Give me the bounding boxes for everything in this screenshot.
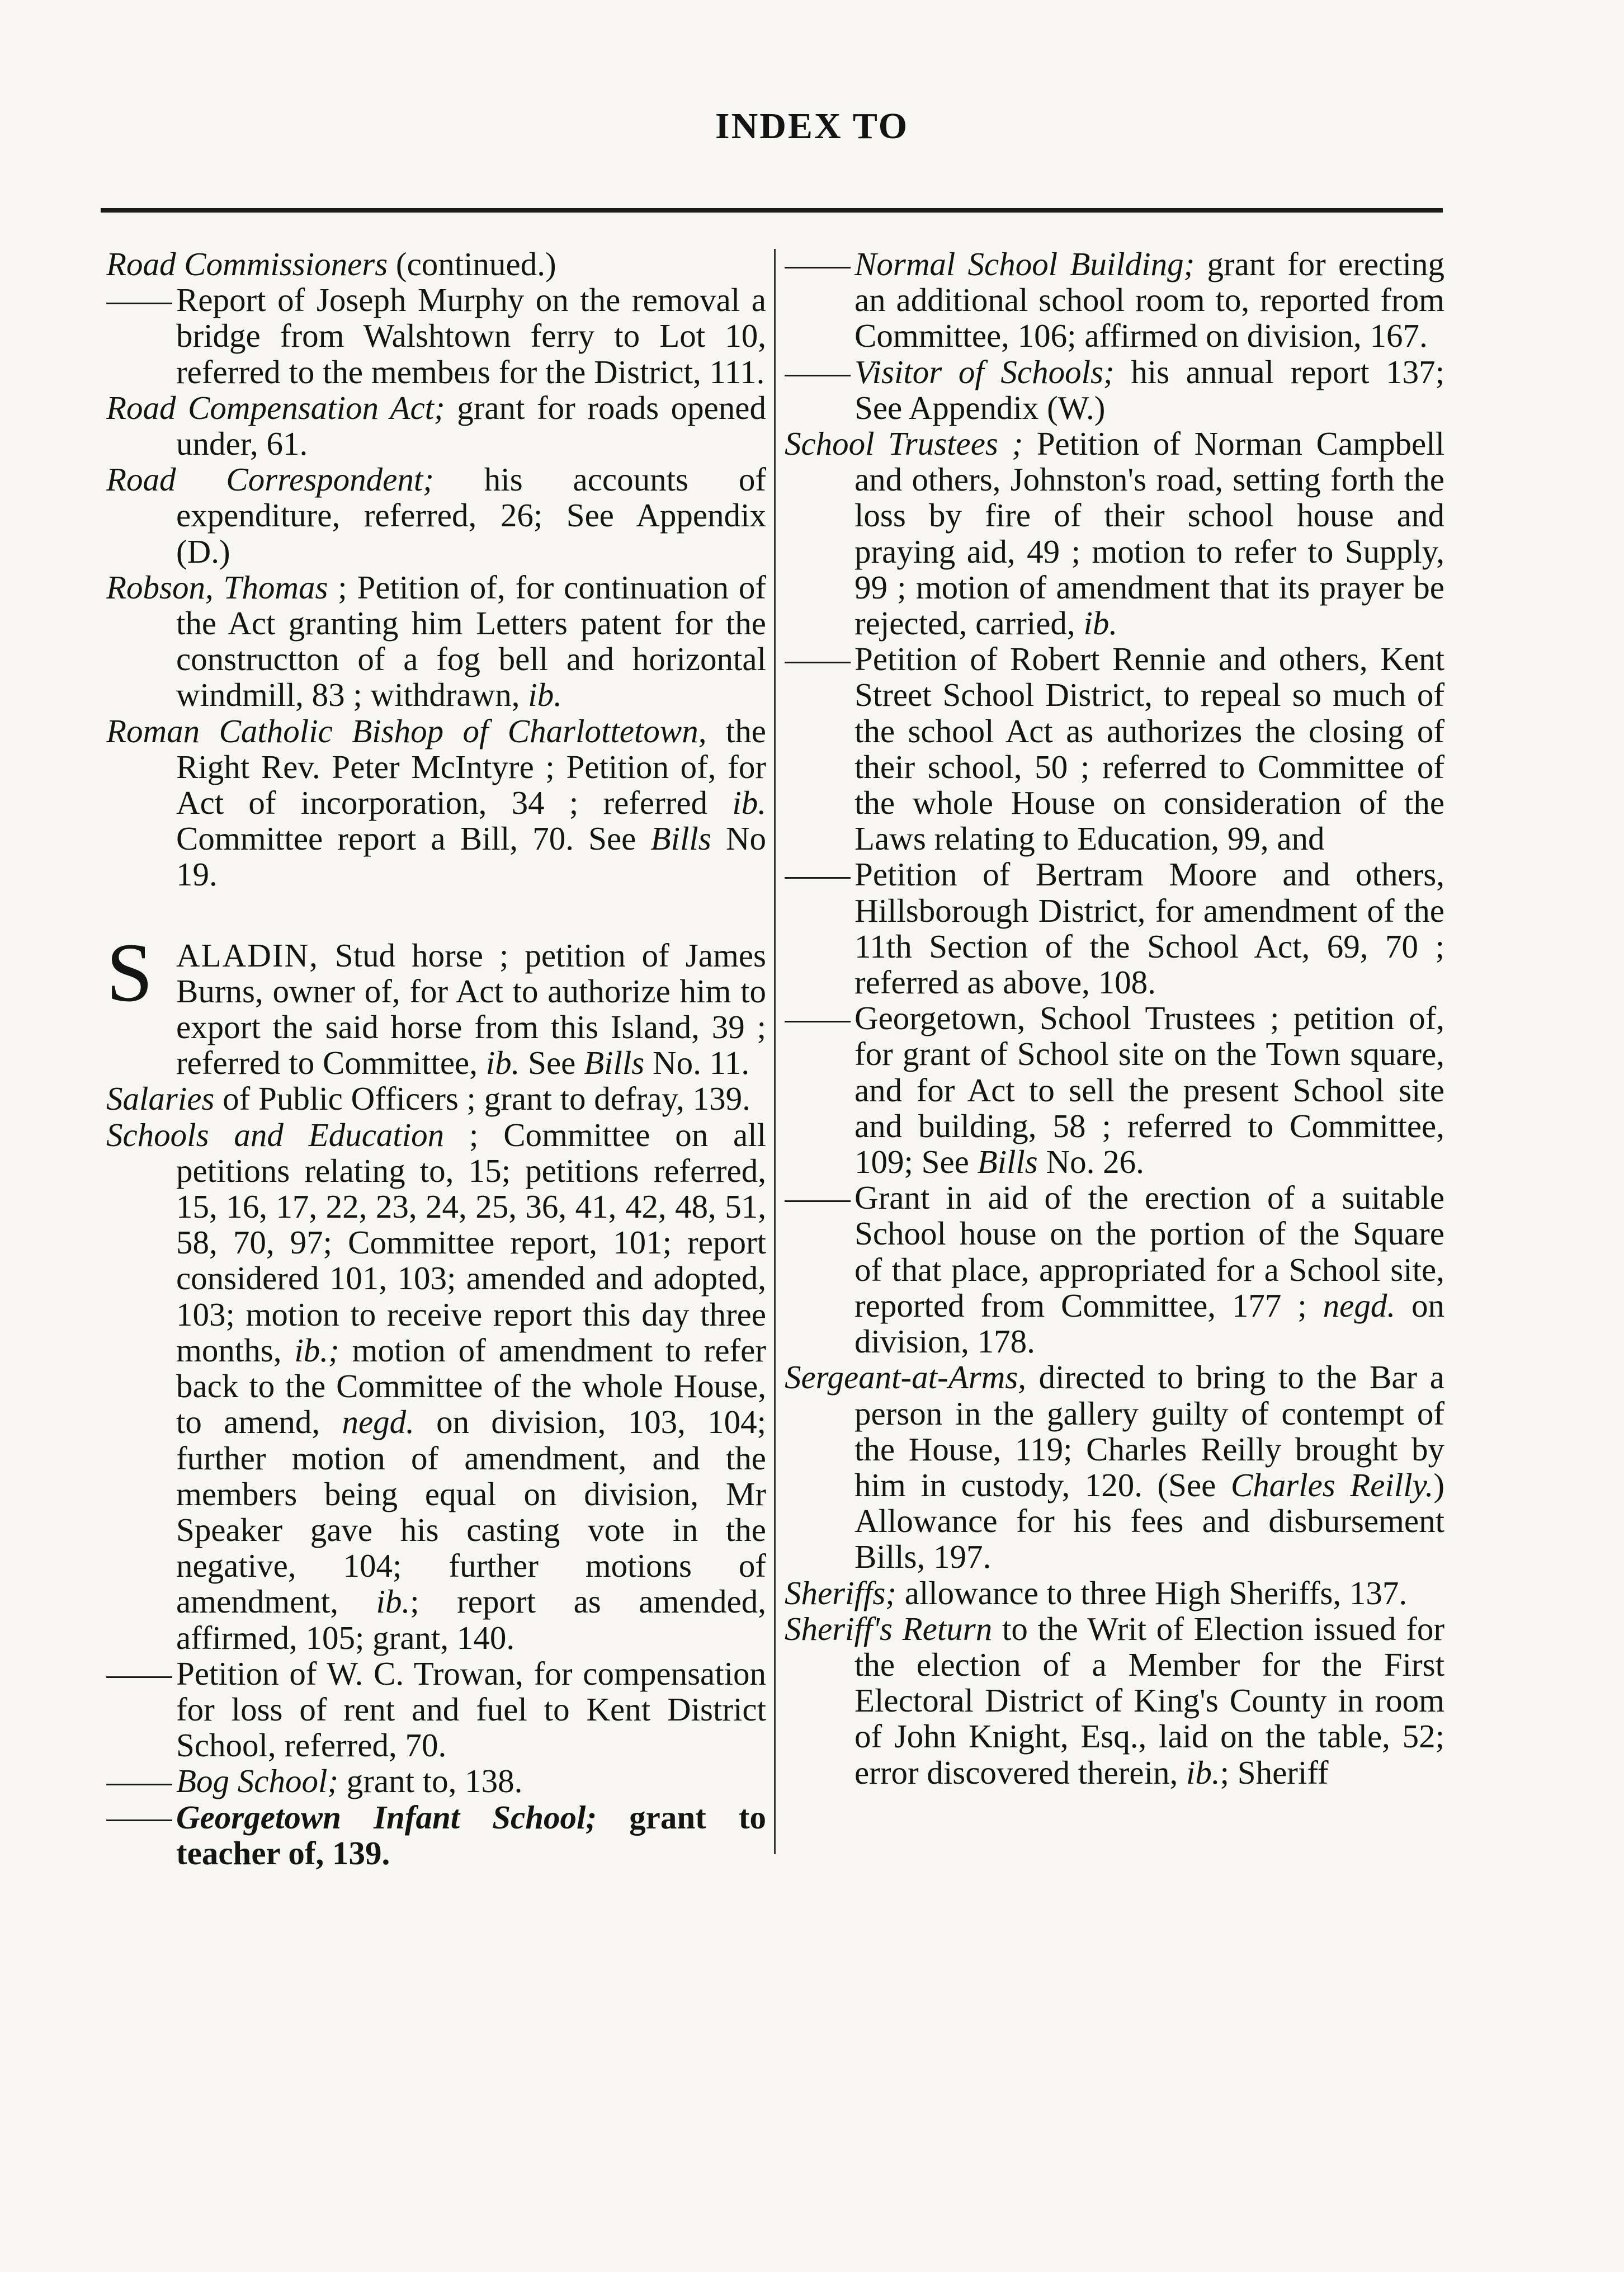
index-subentry-bertram-moore-petition: Petition of Bertram Moore and others, Hillsborough District, for amendment of the 11th Section of the School Act, 69, 70 ; referred as above, 108. — [785, 856, 1444, 1000]
index-subentry-joseph-murphy: Report of Joseph Murphy on the removal a bridge from Walshtown ferry to Lot 10, referred to the membeıs for the District, 111. — [106, 282, 766, 390]
em-dash — [785, 856, 855, 892]
em-dash — [785, 354, 855, 390]
em-dash — [106, 282, 176, 318]
index-entry-road-compensation-act: Road Compensation Act; grant for roads opened under, 61. — [106, 389, 766, 463]
index-entry-sheriffs: Sheriffs; allowance to three High Sheriffs, 137. — [785, 1574, 1408, 1611]
em-dash — [106, 1763, 176, 1799]
em-dash — [785, 1000, 855, 1036]
index-subentry-georgetown-infant-school: Georgetown Infant School; grant to teacher of, 139. — [106, 1799, 766, 1871]
index-subentry-grant-in-aid: Grant in aid of the erection of a suitable School house on the portion of the Square of that place, appropriated for a School site, reported from Committee, 177 ; negd. on division, 178. — [785, 1180, 1444, 1359]
index-entry-road-commissioners: Road Commissioners (continued.) — [106, 246, 556, 282]
index-entry-schools-and-education: Schools and Education ; Committee on all petitions relating to, 15; petitions referred, 15, 16, 17, 22, 23, 24, 25, 36, 41, 42, 48, 51, 58, 70, 97; Committee report, 101; report considered 101, 103; amended and adopted, 103; motion to receive report this day three months, ib.; motion of amendment to refer back to the Committee of the whole House, to amend, negd. on division, 103, 104; further motion of amendment, and the members being equal on division, Mr Speaker gave his casting vote in the negative, 104; further motions of amendment, ib.; report as amended, affirmed, 105; grant, 140. — [106, 1116, 766, 1656]
index-entry-robson-thomas: Robson, Thomas ; Petition of, for continuation of the Act granting him Letters patent for the constructton of a fog bell and horizontal windmill, 83 ; withdrawn, ib. — [106, 568, 766, 714]
page-header: INDEX TO — [715, 106, 909, 147]
index-entry-sergeant-at-arms: Sergeant-at-Arms, directed to bring to the Bar a person in the gallery guilty of contempt of the House, 119; Charles Reilly brought by him in custody, 120. (See Charles Reilly.) Allowance for his fees and disbursement Bills, 197. — [785, 1359, 1444, 1576]
drop-cap: S — [106, 926, 153, 1019]
header-rule — [101, 208, 1443, 213]
index-entry-school-trustees: School Trustees ; Petition of Norman Campbell and others, Johnston's road, setting forth the loss by fire of their school house and praying aid, 49 ; motion to refer to Supply, 99 ; motion of amendment that its prayer be rejected, carried, ib. — [785, 425, 1444, 642]
index-entry-road-correspondent: Road Correspondent; his accounts of expenditure, referred, 26; See Appendix (D.) — [106, 461, 767, 570]
em-dash — [785, 641, 855, 677]
index-subentry-georgetown-school-trustees: Georgetown, School Trustees ; petition of, for grant of School site on the Town square, and for Act to sell the present School site and building, 58 ; referred to Committee, 109; See Bills No. 26. — [785, 1000, 1444, 1180]
em-dash — [106, 1799, 176, 1835]
index-entry-roman-catholic-bishop: Roman Catholic Bishop of Charlottetown, the Right Rev. Peter McIntyre ; Petition of, for Act of incorporation, 34 ; referred ib. Committee report a Bill, 70. See Bills No 19. — [106, 712, 767, 893]
index-subentry-normal-school-building: Normal School Building; grant for erecting an additional school room to, reported from Committee, 106; affirmed on division, 167. — [785, 246, 1444, 354]
column-divider — [774, 249, 776, 1854]
index-entry-sheriffs-return: Sheriff's Return to the Writ of Election issued for the election of a Member for the First Electoral District of King's County in room of John Knight, Esq., laid on the table, 52; error discovered therein, ib.; Sheriff — [785, 1610, 1444, 1791]
index-entry-saladin: S ALADIN, Stud horse ; petition of James Burns, owner of, for Act to authorize him to export the said horse from this Island, 39 ; referred to Committee, ib. See Bills No. 11. — [106, 926, 766, 1082]
index-subentry-trowan-petition: Petition of W. C. Trowan, for compensation for loss of rent and fuel to Kent District School, referred, 70. — [106, 1656, 766, 1764]
right-column — [785, 246, 1444, 1790]
em-dash — [106, 1656, 176, 1691]
index-subentry-visitor-of-schools: Visitor of Schools; his annual report 137; See Appendix (W.) — [785, 354, 1444, 426]
index-subentry-bog-school: Bog School; grant to, 138. — [106, 1763, 766, 1799]
index-entry-salaries: Salaries of Public Officers ; grant to defray, 139. — [106, 1080, 750, 1118]
em-dash — [785, 246, 855, 282]
em-dash — [785, 1180, 855, 1215]
section-gap — [106, 893, 766, 937]
index-subentry-robert-rennie-petition: Petition of Robert Rennie and others, Kent Street School District, to repeal so much of the school Act as authorizes the closing of their school, 50 ; referred to Committee of the whole House on consideration of the Laws relating to Education, 99, and — [785, 641, 1444, 856]
left-column — [106, 246, 766, 1871]
